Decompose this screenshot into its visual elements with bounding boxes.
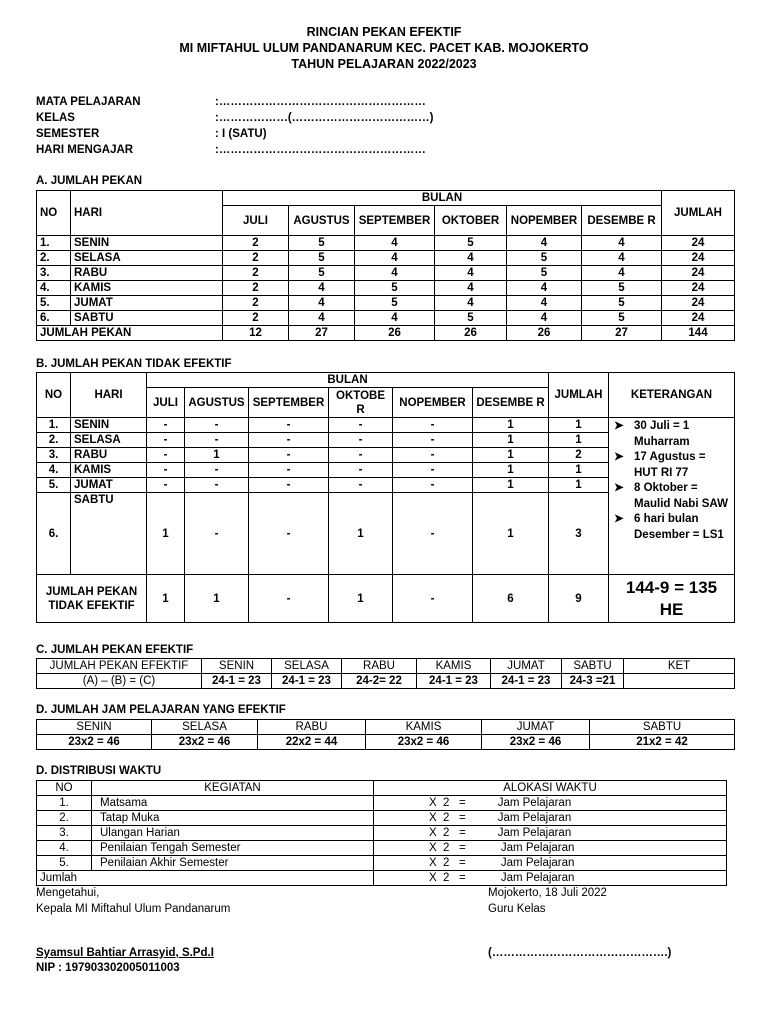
header-month: JULI <box>223 206 289 236</box>
header-keterangan: KETERANGAN <box>609 373 735 418</box>
table-jumlah-pekan <box>36 190 735 341</box>
header-month: SEPTEMBER <box>249 388 329 418</box>
row-cell: - <box>147 448 185 463</box>
c-day: RABU <box>342 659 417 674</box>
row-cell: - <box>329 448 393 463</box>
row-cell: 4 <box>582 236 662 251</box>
total-cell: - <box>249 575 329 623</box>
d2-alokasi: X 2 = Jam Pelajaran <box>374 826 727 841</box>
row-cell: - <box>249 463 329 478</box>
section-c-title: C. JUMLAH PEKAN EFEKTIF <box>36 644 194 656</box>
table-distribusi-waktu <box>36 780 727 886</box>
d2-no: 2. <box>37 811 92 826</box>
row-cell: 4 <box>355 236 435 251</box>
d2-header-no: NO <box>37 781 92 796</box>
c-label-2: (A) – (B) = (C) <box>37 674 202 689</box>
row-cell: - <box>393 478 473 493</box>
table-row <box>37 856 727 871</box>
keterangan-item <box>612 512 731 543</box>
row-hari: KAMIS <box>71 281 223 296</box>
d1-day: KAMIS <box>366 720 482 735</box>
info-value-kelas: :………………(………………………………) <box>215 112 434 124</box>
total-label: JUMLAH PEKAN TIDAK EFEKTIF <box>37 575 147 623</box>
row-hari: RABU <box>71 266 223 281</box>
d1-day: RABU <box>258 720 366 735</box>
keterangan-text: 17 Agustus = HUT RI 77 <box>634 451 706 479</box>
arrow-bullet-icon: ➤ <box>614 482 624 494</box>
header-month: DESEMBE R <box>473 388 549 418</box>
d1-day: SELASA <box>152 720 258 735</box>
header-bulan: BULAN <box>223 191 662 206</box>
row-no: 3. <box>37 448 71 463</box>
d2-no: 4. <box>37 841 92 856</box>
header-month: AGUSTUS <box>289 206 355 236</box>
header-month: SEPTEMBER <box>355 206 435 236</box>
arrow-bullet-icon: ➤ <box>614 513 624 525</box>
d1-value: 22x2 = 44 <box>258 735 366 750</box>
row-cell: 5 <box>582 311 662 326</box>
row-jumlah: 24 <box>662 236 735 251</box>
row-no: 6. <box>37 493 71 575</box>
row-cell: 4 <box>355 311 435 326</box>
row-cell: 5 <box>289 251 355 266</box>
header-hari: HARI <box>71 191 223 236</box>
row-cell: - <box>393 418 473 433</box>
academic-year: TAHUN PELAJARAN 2022/2023 <box>291 57 477 71</box>
row-no: 1. <box>37 418 71 433</box>
row-cell: - <box>329 463 393 478</box>
row-cell: 1 <box>147 493 185 575</box>
sign-left-1: Mengetahui, <box>36 887 100 899</box>
row-cell: - <box>329 478 393 493</box>
principal-name: Syamsul Bahtiar Arrasyid, S.Pd.I <box>36 947 214 959</box>
d2-kegiatan: Penilaian Akhir Semester <box>92 856 374 871</box>
row-jumlah: 1 <box>549 463 609 478</box>
row-cell: - <box>249 433 329 448</box>
total-cell: 27 <box>289 326 355 341</box>
row-cell: 4 <box>582 266 662 281</box>
row-cell: - <box>249 478 329 493</box>
row-cell: 1 <box>185 448 249 463</box>
c-value <box>624 674 735 689</box>
keterangan-item <box>612 450 731 481</box>
c-day: JUMAT <box>491 659 562 674</box>
d2-alokasi: X 2 = Jam Pelajaran <box>374 796 727 811</box>
row-hari: SENIN <box>71 418 147 433</box>
header-no: NO <box>37 373 71 418</box>
row-cell: - <box>393 433 473 448</box>
table-row <box>37 418 735 433</box>
row-cell: - <box>249 418 329 433</box>
d2-no: 1. <box>37 796 92 811</box>
row-cell: 4 <box>507 296 582 311</box>
d1-value: 23x2 = 46 <box>37 735 152 750</box>
keterangan-item <box>612 481 731 512</box>
d2-kegiatan: Ulangan Harian <box>92 826 374 841</box>
row-cell: 4 <box>507 281 582 296</box>
c-value: 24-2= 22 <box>342 674 417 689</box>
row-cell: - <box>147 478 185 493</box>
row-no: 4. <box>37 463 71 478</box>
row-no: 6. <box>37 311 71 326</box>
row-cell: 2 <box>223 251 289 266</box>
doc-title: RINCIAN PEKAN EFEKTIF <box>306 25 462 39</box>
row-cell: - <box>329 433 393 448</box>
table-jam-pelajaran <box>36 719 735 750</box>
effective-weeks-result: 144-9 = 135 HE <box>609 575 735 623</box>
row-cell: 4 <box>582 251 662 266</box>
row-cell: 1 <box>473 418 549 433</box>
total-cell: 12 <box>223 326 289 341</box>
row-no: 1. <box>37 236 71 251</box>
c-value: 24-1 = 23 <box>272 674 342 689</box>
info-label-hari: HARI MENGAJAR <box>36 144 134 156</box>
total-jumlah: 144 <box>662 326 735 341</box>
d1-value: 23x2 = 46 <box>366 735 482 750</box>
d1-value: 21x2 = 42 <box>590 735 735 750</box>
table-row <box>37 296 735 311</box>
header-hari: HARI <box>71 373 147 418</box>
d1-day: JUMAT <box>482 720 590 735</box>
c-value: 24-3 =21 <box>562 674 624 689</box>
d2-no: 5. <box>37 856 92 871</box>
arrow-bullet-icon: ➤ <box>614 451 624 463</box>
c-value: 24-1 = 23 <box>417 674 491 689</box>
row-cell: 4 <box>355 251 435 266</box>
c-value: 24-1 = 23 <box>491 674 562 689</box>
row-cell: 1 <box>473 433 549 448</box>
total-cell: 27 <box>582 326 662 341</box>
total-cell: 1 <box>329 575 393 623</box>
row-no: 5. <box>37 296 71 311</box>
c-day: SENIN <box>202 659 272 674</box>
row-hari: SABTU <box>71 493 147 575</box>
row-jumlah: 24 <box>662 266 735 281</box>
row-cell: - <box>393 463 473 478</box>
row-jumlah: 24 <box>662 281 735 296</box>
c-day: SELASA <box>272 659 342 674</box>
row-cell: - <box>185 478 249 493</box>
arrow-bullet-icon: ➤ <box>614 420 624 432</box>
d2-alokasi: X 2 = Jam Pelajaran <box>374 811 727 826</box>
row-jumlah: 24 <box>662 251 735 266</box>
sign-left-2: Kepala MI Miftahul Ulum Pandanarum <box>36 903 231 915</box>
row-no: 2. <box>37 433 71 448</box>
header-jumlah: JUMLAH <box>549 373 609 418</box>
c-label-1: JUMLAH PEKAN EFEKTIF <box>37 659 202 674</box>
row-hari: JUMAT <box>71 296 223 311</box>
row-cell: 2 <box>223 266 289 281</box>
total-cell: - <box>393 575 473 623</box>
header-month: JULI <box>147 388 185 418</box>
row-cell: - <box>185 463 249 478</box>
row-cell: 1 <box>473 493 549 575</box>
row-cell: 5 <box>289 266 355 281</box>
total-cell: 6 <box>473 575 549 623</box>
d1-day: SENIN <box>37 720 152 735</box>
row-cell: - <box>147 463 185 478</box>
header-month: OKTOBE R <box>329 388 393 418</box>
row-hari: SELASA <box>71 433 147 448</box>
table-row <box>37 281 735 296</box>
row-cell: 5 <box>355 296 435 311</box>
table-row <box>37 236 735 251</box>
row-cell: - <box>185 433 249 448</box>
row-cell: 4 <box>435 251 507 266</box>
row-cell: 5 <box>507 251 582 266</box>
row-cell: 4 <box>435 296 507 311</box>
keterangan-item <box>612 419 731 450</box>
info-value-semester: : I (SATU) <box>215 128 267 140</box>
row-jumlah: 24 <box>662 311 735 326</box>
keterangan-text: 6 hari bulan Desember = LS1 <box>634 513 724 541</box>
row-jumlah: 1 <box>549 433 609 448</box>
row-jumlah: 1 <box>549 418 609 433</box>
row-cell: 1 <box>473 478 549 493</box>
c-day: KAMIS <box>417 659 491 674</box>
row-cell: - <box>147 418 185 433</box>
row-cell: 4 <box>289 311 355 326</box>
sign-right-1: Mojokerto, 18 Juli 2022 <box>488 887 607 899</box>
table-pekan-tidak-efektif <box>36 372 735 623</box>
d1-value: 23x2 = 46 <box>152 735 258 750</box>
principal-nip: NIP : 197903302005011003 <box>36 962 180 974</box>
row-jumlah: 24 <box>662 296 735 311</box>
d2-kegiatan: Matsama <box>92 796 374 811</box>
row-cell: 5 <box>435 236 507 251</box>
section-d2-title: D. DISTRIBUSI WAKTU <box>36 765 162 777</box>
row-jumlah: 3 <box>549 493 609 575</box>
table-row <box>37 266 735 281</box>
header-bulan: BULAN <box>147 373 549 388</box>
row-no: 4. <box>37 281 71 296</box>
d2-alokasi: X 2 = Jam Pelajaran <box>374 856 727 871</box>
info-label-semester: SEMESTER <box>36 128 100 140</box>
row-cell: 4 <box>507 311 582 326</box>
row-cell: 2 <box>223 281 289 296</box>
header-month: NOPEMBER <box>393 388 473 418</box>
row-cell: - <box>329 418 393 433</box>
c-day: SABTU <box>562 659 624 674</box>
total-cell: 26 <box>435 326 507 341</box>
d2-no: 3. <box>37 826 92 841</box>
row-cell: 4 <box>289 296 355 311</box>
keterangan-text: 8 Oktober = Maulid Nabi SAW <box>634 482 728 510</box>
teacher-name-placeholder: (……………………………………….) <box>488 947 672 959</box>
row-cell: - <box>249 448 329 463</box>
table-row <box>37 811 727 826</box>
total-jumlah: 9 <box>549 575 609 623</box>
row-cell: - <box>185 418 249 433</box>
d2-header-kegiatan: KEGIATAN <box>92 781 374 796</box>
c-day: KET <box>624 659 735 674</box>
table-row <box>37 251 735 266</box>
row-cell: 1 <box>473 448 549 463</box>
row-cell: 1 <box>329 493 393 575</box>
section-d1-title: D. JUMLAH JAM PELAJARAN YANG EFEKTIF <box>36 704 286 716</box>
row-cell: 4 <box>507 236 582 251</box>
row-cell: 4 <box>355 266 435 281</box>
sign-right-2: Guru Kelas <box>488 903 546 915</box>
row-cell: - <box>185 493 249 575</box>
row-cell: 4 <box>435 281 507 296</box>
row-hari: SELASA <box>71 251 223 266</box>
d2-header-alokasi: ALOKASI WAKTU <box>374 781 727 796</box>
d2-alokasi: X 2 = Jam Pelajaran <box>374 841 727 856</box>
row-hari: SABTU <box>71 311 223 326</box>
table-row <box>37 841 727 856</box>
total-cell: 26 <box>507 326 582 341</box>
section-b-title: B. JUMLAH PEKAN TIDAK EFEKTIF <box>36 358 232 370</box>
row-cell: 2 <box>223 236 289 251</box>
row-hari: SENIN <box>71 236 223 251</box>
d1-value: 23x2 = 46 <box>482 735 590 750</box>
row-cell: 5 <box>582 281 662 296</box>
row-cell: 2 <box>223 311 289 326</box>
row-no: 3. <box>37 266 71 281</box>
row-jumlah: 2 <box>549 448 609 463</box>
info-label-mapel: MATA PELAJARAN <box>36 96 141 108</box>
section-a-title: A. JUMLAH PEKAN <box>36 175 143 187</box>
row-hari: KAMIS <box>71 463 147 478</box>
header-month: AGUSTUS <box>185 388 249 418</box>
keterangan-list <box>612 419 731 543</box>
d2-kegiatan: Penilaian Tengah Semester <box>92 841 374 856</box>
row-cell: 5 <box>582 296 662 311</box>
row-jumlah: 1 <box>549 478 609 493</box>
keterangan-text: 30 Juli = 1 Muharram <box>634 420 690 448</box>
school-name: MI MIFTAHUL ULUM PANDANARUM KEC. PACET KAB. MOJOKERTO <box>179 41 589 55</box>
row-hari: JUMAT <box>71 478 147 493</box>
table-row <box>37 796 727 811</box>
row-cell: 5 <box>289 236 355 251</box>
header-jumlah: JUMLAH <box>662 191 735 236</box>
d2-kegiatan: Tatap Muka <box>92 811 374 826</box>
c-value: 24-1 = 23 <box>202 674 272 689</box>
info-label-kelas: KELAS <box>36 112 75 124</box>
d1-day: SABTU <box>590 720 735 735</box>
row-cell: - <box>249 493 329 575</box>
table-pekan-efektif <box>36 658 735 689</box>
table-row <box>37 311 735 326</box>
row-cell: - <box>393 493 473 575</box>
row-no: 5. <box>37 478 71 493</box>
total-label: JUMLAH PEKAN <box>37 326 223 341</box>
total-cell: 1 <box>185 575 249 623</box>
row-cell: 4 <box>289 281 355 296</box>
row-cell: 5 <box>435 311 507 326</box>
total-cell: 26 <box>355 326 435 341</box>
d2-total-label: Jumlah <box>37 871 374 886</box>
table-row <box>37 826 727 841</box>
row-cell: 5 <box>507 266 582 281</box>
d2-total-alokasi: X 2 = Jam Pelajaran <box>374 871 727 886</box>
keterangan-cell <box>609 418 735 575</box>
row-hari: RABU <box>71 448 147 463</box>
header-month: OKTOBER <box>435 206 507 236</box>
row-cell: 5 <box>355 281 435 296</box>
header-month: DESEMBE R <box>582 206 662 236</box>
row-cell: 2 <box>223 296 289 311</box>
row-cell: - <box>393 448 473 463</box>
row-cell: 1 <box>473 463 549 478</box>
row-cell: 4 <box>435 266 507 281</box>
row-no: 2. <box>37 251 71 266</box>
total-cell: 1 <box>147 575 185 623</box>
info-value-hari: :……………………………………………… <box>215 144 426 156</box>
info-value-mapel: :……………………………………………… <box>215 96 426 108</box>
header-no: NO <box>37 191 71 236</box>
header-month: NOPEMBER <box>507 206 582 236</box>
row-cell: - <box>147 433 185 448</box>
